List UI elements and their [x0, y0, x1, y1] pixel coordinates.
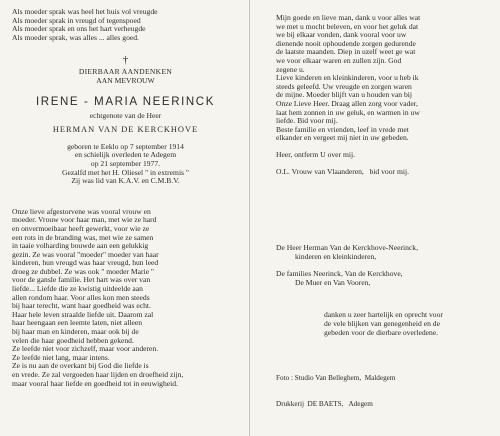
printer-credit: Drukkerij DE BAETS, Adegem [276, 400, 373, 409]
bio-line: een rots in de branding was, met wie ze samen [12, 232, 154, 242]
bio-line: haar heengaan een leemte laten, niet alleen [12, 318, 143, 328]
bio-line: Haar hele leven straalde liefde uit. Daarom zal [12, 309, 154, 319]
message-line: zegene u. [276, 64, 305, 74]
bio-line: bij haar terecht, want haar goedheid was echt. [12, 301, 151, 311]
poem-line: Als moeder sprak in vreugd of tegenspoed [12, 15, 141, 25]
birth-line: Gezalfd met het H. Oliesel " in extremis " [61, 167, 190, 177]
dedication-line: DIERBAAR AANDENKEN [78, 67, 173, 77]
poem-line: Als moeder sprak was heel het huis vol vreugde [12, 7, 158, 16]
poem-line: Als moeder sprak en ons het hart verheugde [12, 24, 146, 34]
message-line: we voor elkaar waren en zullen zijn. God [276, 55, 402, 65]
bio-line: Ze leefde niet lang, maar intens. [12, 352, 110, 362]
bio-line: Onze lieve afgestorvene was vooral vrouw en [12, 206, 151, 216]
birth-line: en schielijk overleden te Adegem [74, 150, 177, 160]
cross-icon: † [122, 54, 129, 67]
bio-line: moeder. Vrouw voor haar man, met wie ze hard [12, 215, 157, 225]
bio-line: en vrede. Ze zal vergoeden haar lijden en droefheid zijn, [12, 370, 184, 379]
family-list [276, 244, 492, 287]
message-line: de mijne. Moeder blijft van u houden van bij [276, 90, 413, 100]
thanks-line: gebeden voor de dierbare overledene. [324, 327, 439, 337]
bio-line: allen rondom haar. Voor alles kon men steeds [12, 292, 150, 302]
dedication-line: AAN MEVROUW [96, 75, 155, 85]
message-line: de laatste maanden. Diep in uzelf weet ge wat [276, 47, 416, 57]
biography [12, 208, 239, 388]
thanks-line: danken u zeer hartelijk en oprecht voor [324, 310, 443, 320]
thanks-text [276, 311, 492, 337]
family-line: De Muer en Van Vooren, [276, 277, 371, 287]
bio-line: in taaie volharding bouwde aan een gelukkig [12, 241, 149, 251]
message-line: liefde. Bid voor mij. [276, 116, 338, 126]
message-line: dienende nooit ophoudende zorgen gedurende [276, 38, 416, 48]
prayer-line: Heer, ontferm U over mij. [276, 149, 355, 159]
thanks-line: de vele blijken van genegenheid en de [324, 319, 440, 329]
deceased-name: IRENE - MARIA NEERINCK [36, 95, 215, 108]
credits [276, 357, 395, 426]
family-line: De families Neerinck, Van de Kerckhove, [276, 269, 403, 279]
birth-line: Zij was lid van K.A.V. en C.M.B.V. [71, 176, 180, 186]
bio-line: velen die haar goedheid hebben gekend. [12, 335, 134, 345]
bio-line: gezin. Ze was vooral "moeder" moeder van haar [12, 249, 159, 259]
message-line: laat hem zonnen in uw geluk, en warmen in uw [276, 107, 420, 117]
message-line: Lieve kinderen en kleinkinderen, voor u heb ik [276, 73, 419, 83]
message-line: we met u mocht beleven, en voor het geluk dat [276, 21, 419, 31]
birth-line: op 21 september 1977. [90, 158, 161, 168]
bio-line: Ze is nu aan de overkant bij God die liefde is [12, 361, 149, 371]
message-line: Onze Lieve Heer. Draag allen zorg voor vader, [276, 98, 418, 108]
message-line: Beste familie en vrienden, leef in vrede met [276, 124, 409, 134]
bio-line: liefde... Liefde die ze kwistig uitdeelde aan [12, 284, 143, 294]
bio-line: Ze leefde niet voor zichzelf, maar voor anderen. [12, 344, 159, 354]
bio-line: droeg ze dubbel. Ze was ook " moeder Marie " [12, 266, 154, 276]
birth-info [12, 143, 239, 186]
message-line: Mijn goede en lieve man, dank u voor alles wat [276, 13, 421, 22]
bio-line: maar vooral haar liefde en goedheid tot in eeuwigheid. [12, 378, 178, 388]
message-line: elkander en vergeet mij niet in uw gebeden. [276, 133, 409, 143]
photo-credit: Foto : Studio Van Belleghem, Maldegem [276, 374, 396, 383]
bio-line: voor de gansle familie. Het hart was over van [12, 275, 151, 285]
prayer-line: O.L. Vrouw van Vlaanderen, bid voor mij. [276, 166, 409, 176]
right-panel [250, 0, 500, 436]
family-line: kinderen en kleinkinderen, [276, 251, 377, 261]
message-to-children [276, 74, 492, 126]
message-line: we bij elkaar vonden, dank vooral voor uw [276, 30, 407, 40]
family-line: De Heer Herman Van de Kerckhove-Neerinck, [276, 243, 418, 253]
birth-line: geboren te Eeklo op 7 september 1914 [67, 141, 184, 151]
bio-line: kinderen, hun vreugd was haar vreugd, hun leed [12, 258, 159, 268]
bio-line: bij haar man en kinderen, maar ook bij de [12, 327, 139, 337]
poem [12, 8, 239, 42]
message-to-husband [276, 14, 492, 74]
spouse-name: HERMAN VAN DE KERCKHOVE [52, 125, 199, 135]
spouse-intro: echtgenote van de Heer [89, 110, 162, 120]
bio-line: en onvermoeibaar heeft gewerkt, voor wie ze [12, 223, 150, 233]
message-to-family [276, 126, 492, 143]
message-line: steeds geleefd. Uw vreugde en zorgen waren [276, 81, 412, 91]
poem-line: Als moeder sprak, was alles ... alles goed. [12, 32, 139, 42]
